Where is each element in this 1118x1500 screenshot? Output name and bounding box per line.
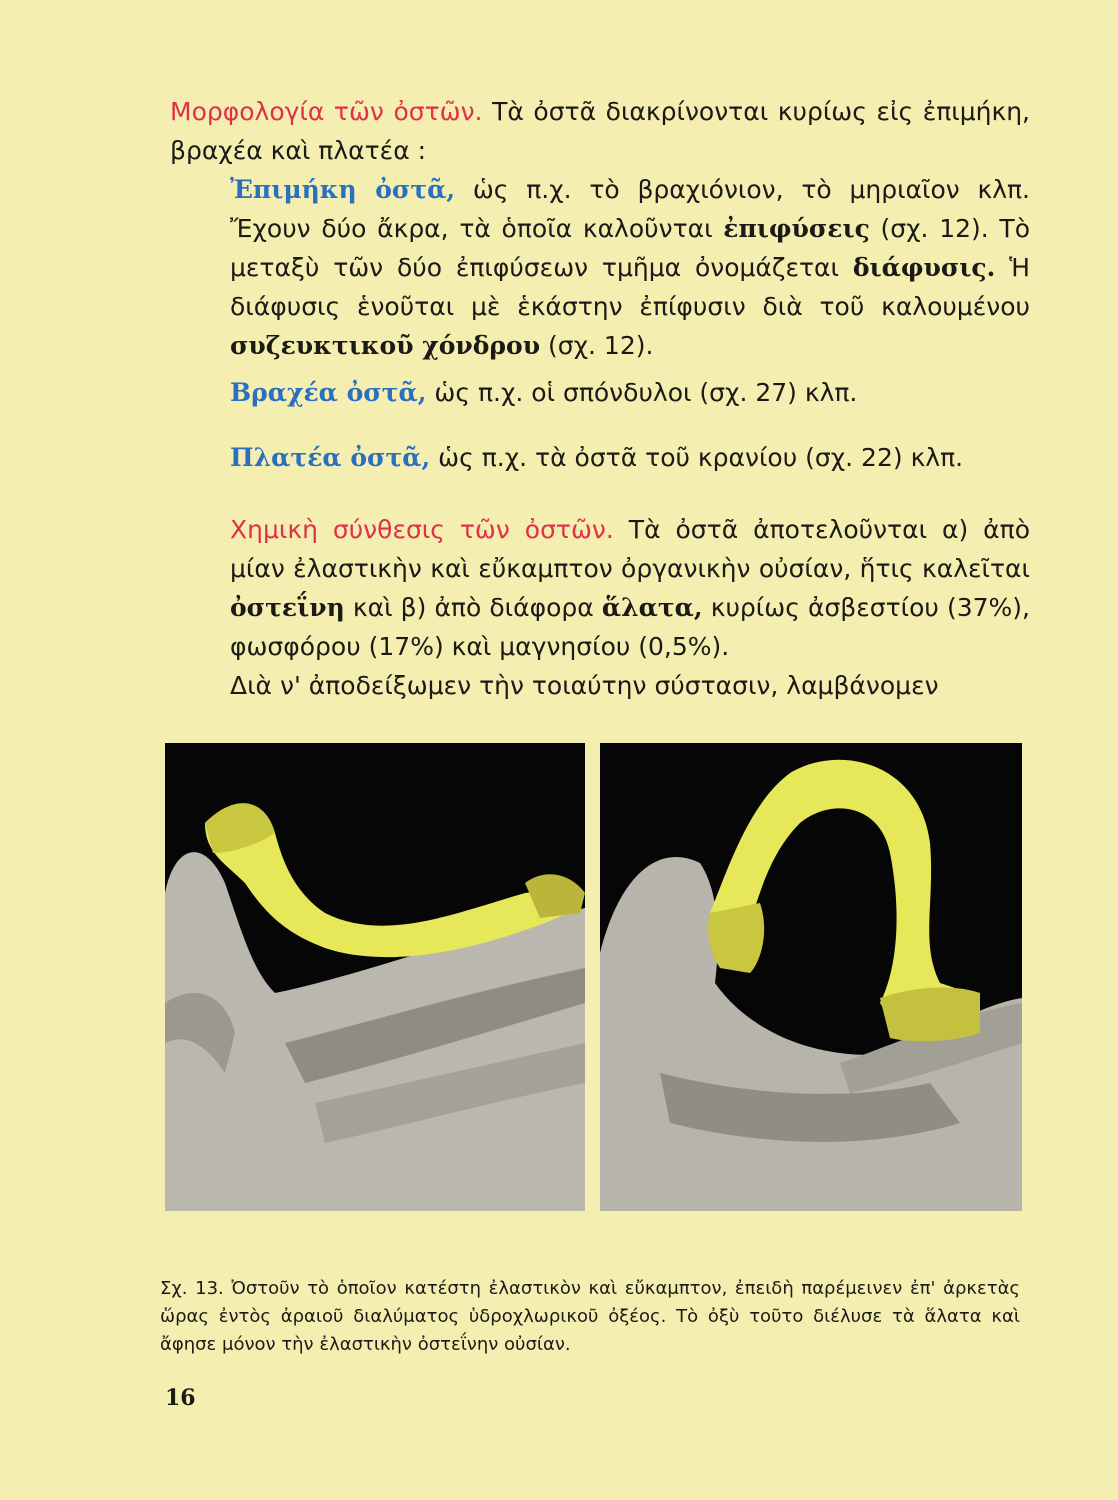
bone-in-hand-illustration-left [165,743,585,1211]
chemical-text-2: καὶ β) ἀπὸ διάφορα [344,593,602,622]
photo-bone-flexed-left [165,743,585,1211]
page-number: 16 [165,1385,196,1411]
chemical-text-3: κυρίως ἀσβεστίου (37%), φωσφόρου (17%) καὶ μαγνησίου (0,5%). [230,593,1030,661]
short-bones-term: Βραχέα ὀστᾶ, [230,378,427,407]
long-bones-term: Ἐπιμήκη ὀστᾶ, [230,175,456,204]
long-bones-text: ὡς π.χ. τὸ βραχιόνιον, τὸ μηριαῖον κλπ. Ἔχουν δύο ἄκρα, τὰ ὁποῖα καλοῦνται [230,175,1031,243]
chemical-text: Τὰ ὀστᾶ ἀποτελοῦνται α) ἀπὸ μίαν ἐλαστικὴν καὶ εὔκαμπτον ὀργανικὴν οὐσίαν, ἥτις καλεῖται [230,515,1030,583]
flat-bones-term: Πλατέα ὀστᾶ, [230,443,431,472]
flat-bones-line [230,443,963,472]
ostein-term: ὀστεΐνη [230,593,345,622]
short-bones-line [230,378,857,407]
short-bones-text: ὡς π.χ. οἱ σπόνδυλοι (σχ. 27) κλπ. [426,378,858,407]
figure-caption: Σχ. 13. Ὀστοῦν τὸ ὁποῖον κατέστη ἐλαστικὸν καὶ εὔκαμπτον, ἐπειδὴ παρέμεινεν ἐπ' ἀρκετὰς ὥρας ἐντὸς ἀραιοῦ διαλύματος ὑδροχλωρικοῦ ὀξέος. Τὸ ὀξὺ τοῦτο διέλυσε τὰ ἅλατα καὶ ἄφησε μόνον τὴν ἐλαστικὴν ὀστεΐνην οὐσίαν. [160,1278,1020,1355]
morphology-intro: Τὰ ὀστᾶ διακρίνονται κυρίως εἰς ἐπιμήκη, βραχέα καὶ πλατέα : [170,97,1030,165]
flat-bones-text: ὡς π.χ. τὰ ὀστᾶ τοῦ κρανίου (σχ. 22) κλπ. [430,443,964,472]
salts-term: ἅλατα, [601,593,703,622]
proof-line: Διὰ ν' ἀποδείξωμεν τὴν τοιαύτην σύστασιν, λαμβάνομεν [230,671,939,700]
morphology-heading: Μορφολογία τῶν ὀστῶν. [170,97,483,126]
epiphyses-term: ἐπιφύσεις [723,214,870,243]
morphology-paragraph [170,92,1030,365]
photo-bone-bent-right [600,743,1022,1211]
long-bones-text-3: Ἡ διάφυσις ἑνοῦται μὲ ἑκάστην ἐπίφυσιν διὰ τοῦ καλουμένου [230,253,1031,321]
long-bones-text-2: (σχ. 12). Τὸ μεταξὺ τῶν δύο ἐπιφύσεων τμῆμα ὀνομάζεται [230,214,1031,282]
chemical-heading: Χημικὴ σύνθεσις τῶν ὀστῶν. [230,515,614,544]
long-bones-text-4: (σχ. 12). [540,331,654,360]
diaphysis-term: διάφυσις. [852,253,996,282]
chemical-composition-paragraph [170,510,1030,705]
cartilage-term: συζευκτικοῦ χόνδρου [230,331,541,360]
bone-in-hand-illustration-right [600,743,1022,1211]
